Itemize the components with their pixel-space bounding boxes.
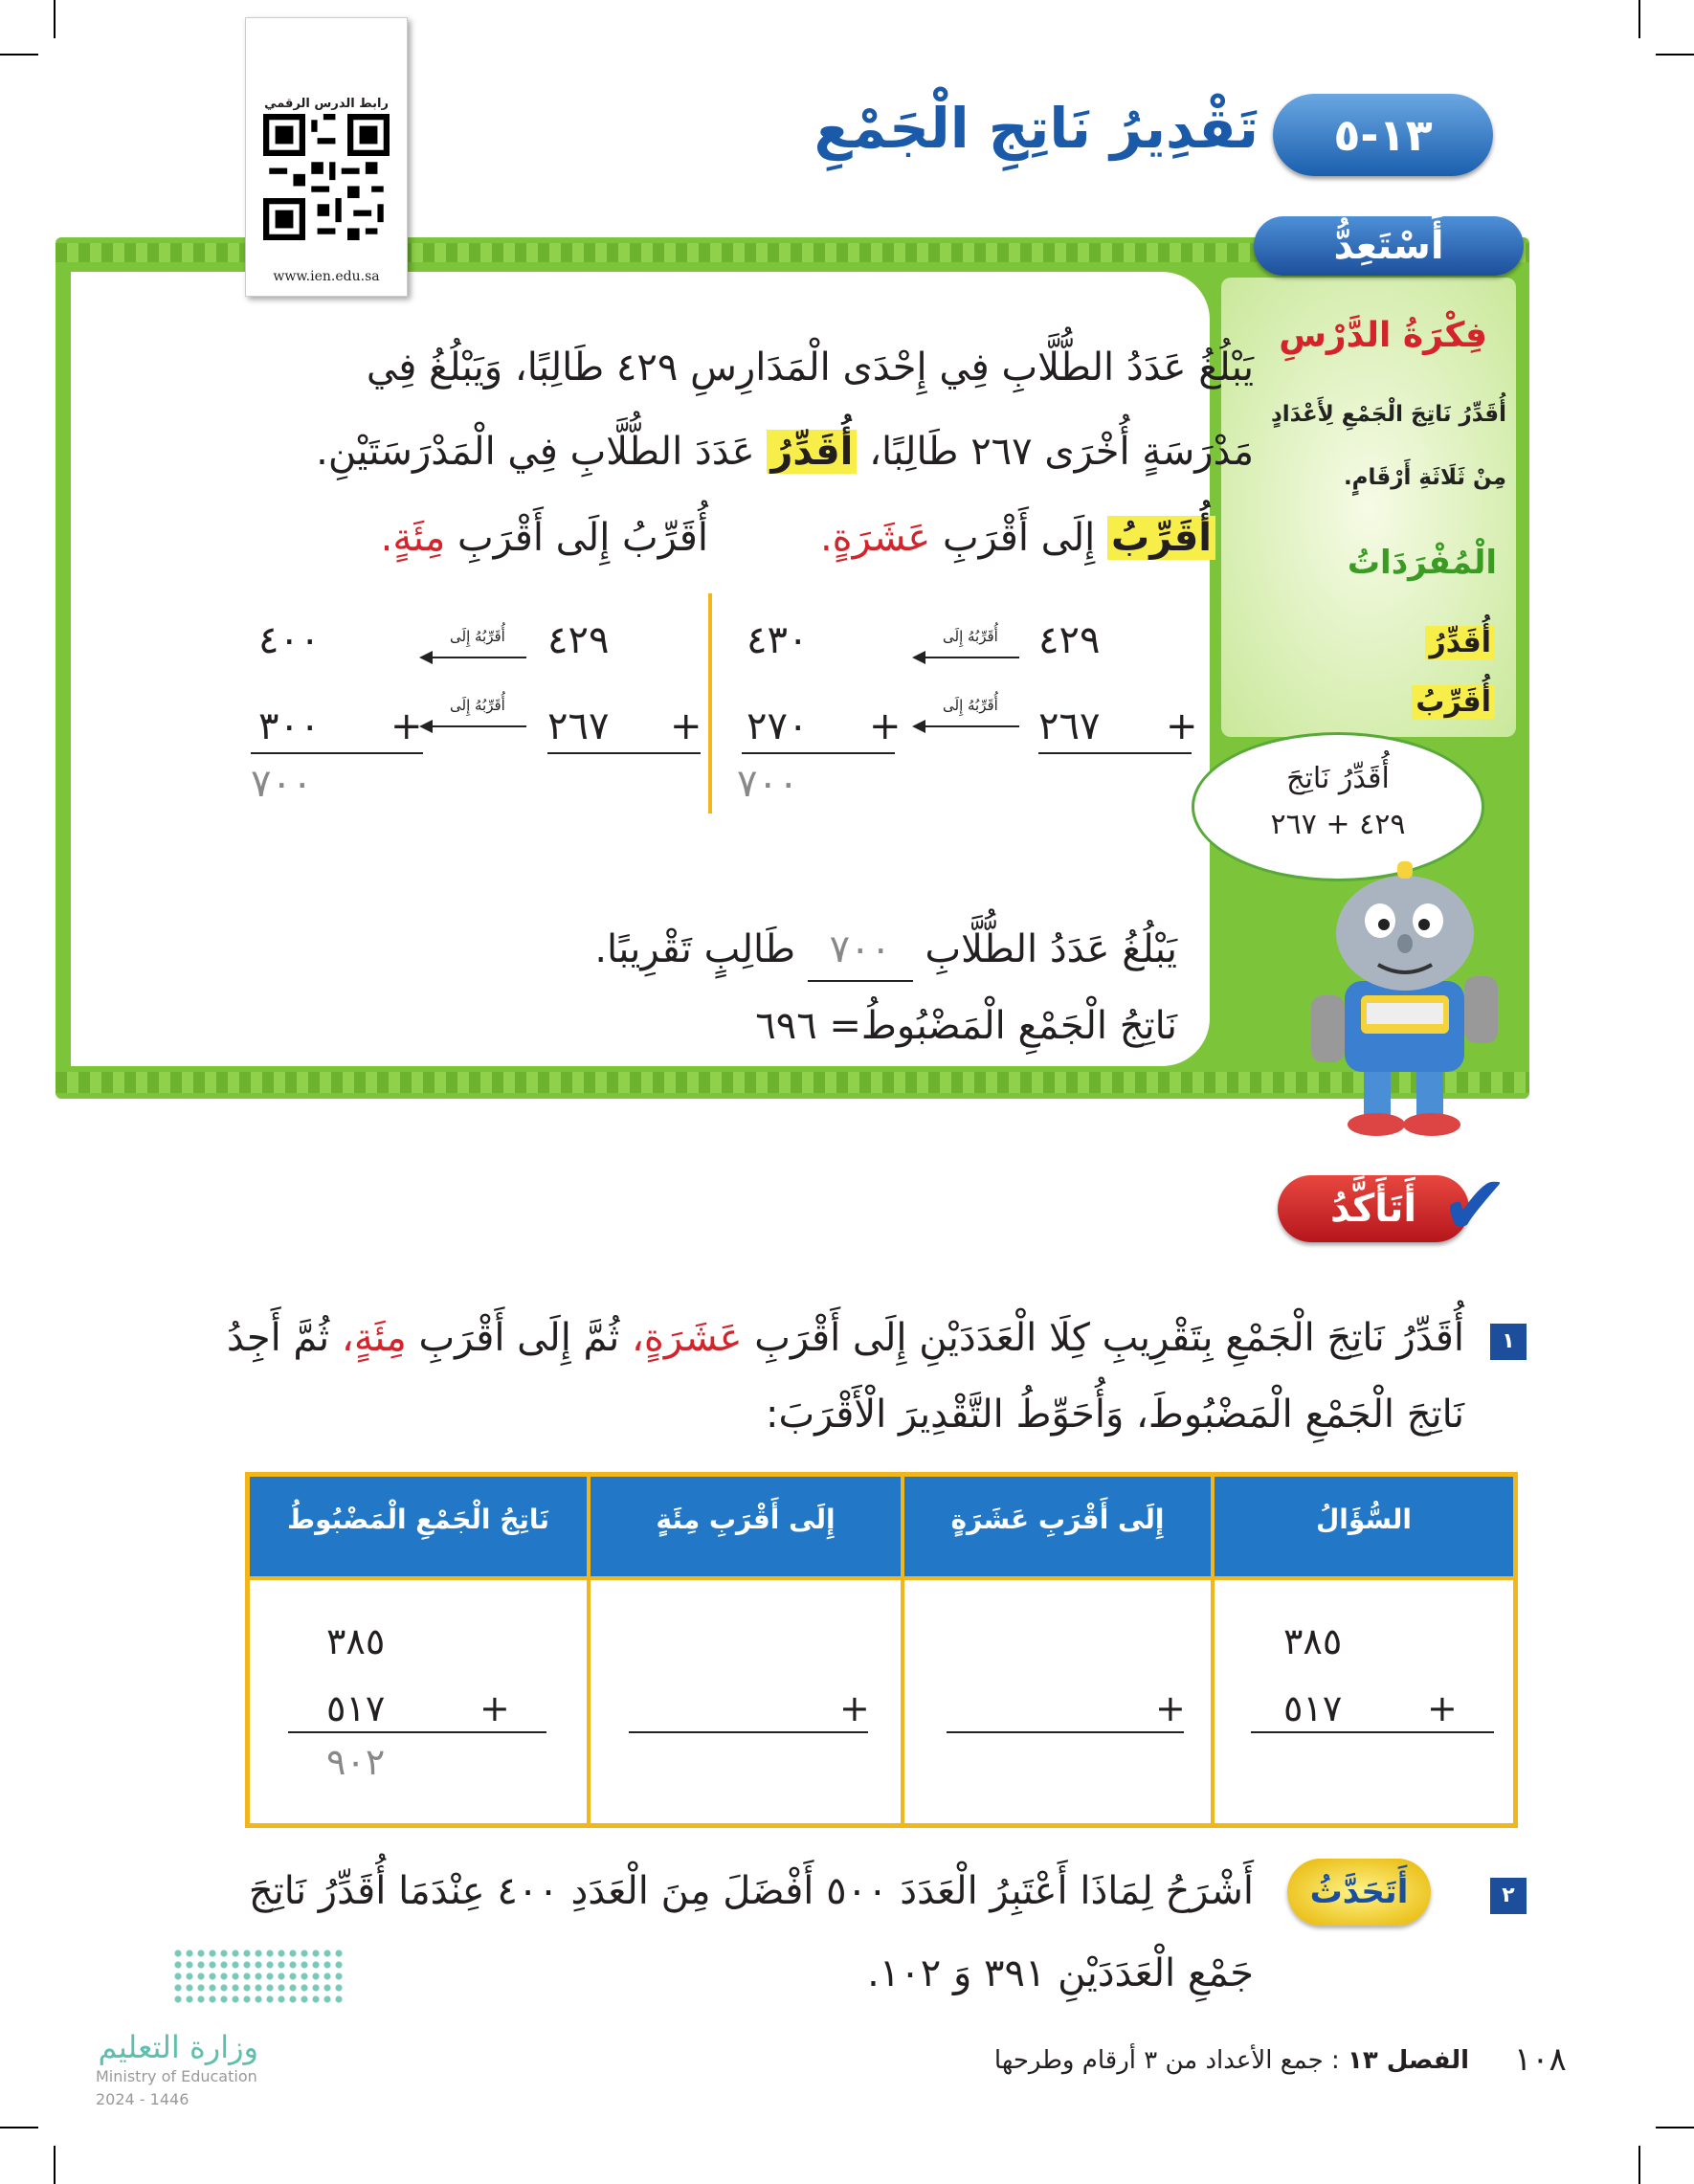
round-to-hundred-label: أُقَرِّبُ إِلَى أَقْرَبِ مِئَةٍ. xyxy=(380,516,708,560)
calc-hundred-n1: ٤٢٩ xyxy=(547,618,610,662)
calc-hundred-n2: ٢٦٧ xyxy=(547,704,610,748)
qr-card[interactable] xyxy=(245,17,408,297)
question-2-line-1: أَشْرَحُ لِمَاذَا أَعْتَبِرُ الْعَدَدَ ٥٠٠ أَفْضَلَ مِنَ الْعَدَدِ ٤٠٠ عِنْدَمَا أُقَدِّرُ نَاتِجَ xyxy=(248,1869,1254,1913)
intro-line-1: يَبْلُغُ عَدَدُ الطُّلَّابِ فِي إِحْدَى الْمَدَارِسِ ٤٢٩ طَالِبًا، وَيَبْلُغُ فِي xyxy=(366,345,1254,390)
vocabulary-heading: الْمُفْرَدَاتُ xyxy=(1347,544,1497,582)
table-header-question: السُّؤَالُ xyxy=(1315,1504,1413,1535)
calc-divider xyxy=(708,593,712,813)
speech-bubble xyxy=(1192,732,1484,881)
table-question-n1: ٣٨٥ xyxy=(1283,1620,1343,1662)
calc-hundred-r2: ٣٠٠ xyxy=(258,704,321,748)
crop-mark xyxy=(1638,2146,1640,2184)
lesson-idea-heading: فِكْرَةُ الدَّرْسِ xyxy=(1279,316,1487,355)
ready-section-badge: أَسْتَعِدُّ xyxy=(1254,216,1524,276)
table-exact-n2: ٥١٧ xyxy=(326,1687,386,1729)
nearest-hundred-answer-field[interactable] xyxy=(629,1731,868,1733)
crop-mark xyxy=(54,2146,56,2184)
calc-ten-sum: ٧٠٠ xyxy=(737,762,799,806)
page-number: ١٠٨ xyxy=(1514,2040,1567,2079)
question-number: ١ xyxy=(1490,1324,1527,1360)
round-to-ten-label: أُقَرِّبُ إِلَى أَقْرَبِ عَشَرَةٍ. xyxy=(820,507,1215,568)
talk-badge: أَتَحَدَّثُ xyxy=(1287,1859,1431,1926)
lesson-number-badge: ١٣-٥ xyxy=(1273,94,1493,176)
lesson-idea-text-2: مِنْ ثَلَاثَةِ أَرْقَامٍ. xyxy=(1343,465,1506,490)
intro-line-2: مَدْرَسَةٍ أُخْرَى ٢٦٧ طَالِبًا، أُقَدِّرُ عَدَدَ الطُّلَّابِ فِي الْمَدْرَسَتَيْنِ. xyxy=(316,430,1254,474)
calc-ten-r1: ٤٣٠ xyxy=(747,618,809,662)
vocabulary-item: أُقَدِّرُ xyxy=(1425,626,1495,659)
question-2-line-2: جَمْعِ الْعَدَدَيْنِ ٣٩١ وَ ١٠٢. xyxy=(867,1951,1254,1995)
question-1-line-1: أُقَدِّرُ نَاتِجَ الْجَمْعِ بِتَقْرِيبِ كِلَا الْعَدَدَيْنِ إِلَى أَقْرَبِ عَشَرَةٍ، ثُمَّ إِلَى أَقْرَبِ مِئَةٍ، ثُمَّ أَجِدُ xyxy=(226,1316,1464,1360)
arrow-icon xyxy=(421,657,526,658)
question-1-line-2: نَاتِجَ الْجَمْعِ الْمَضْبُوطَ، وَأُحَوِّطُ التَّقْدِيرَ الْأَقْرَبَ: xyxy=(766,1393,1464,1437)
arrow-label: أُقَرِّبُهُ إِلَى xyxy=(943,628,998,645)
bubble-line-2: ٤٢٩ + ٢٦٧ xyxy=(1270,808,1406,841)
table-header-nearest-hundred: إِلَى أَقْرَبِ مِئَةٍ xyxy=(656,1504,836,1535)
calc-ten-r2: ٢٧٠ xyxy=(747,704,809,748)
chapter-footer: الفصل ١٣ : جمع الأعداد من ٣ أرقام وطرحها xyxy=(993,2046,1469,2075)
crop-mark xyxy=(1656,54,1694,56)
arrow-icon xyxy=(421,725,526,727)
table-exact-n1: ٣٨٥ xyxy=(326,1620,386,1662)
qr-url[interactable]: www.ien.edu.sa xyxy=(273,269,380,284)
estimation-table xyxy=(245,1472,1518,1828)
calc-hundred-plus: + xyxy=(390,704,423,748)
vocabulary-item: أُقَرِّبُ xyxy=(1412,685,1495,719)
calc-ten-underline xyxy=(742,752,895,754)
qr-code-icon[interactable] xyxy=(263,114,390,240)
question-number: ٢ xyxy=(1490,1878,1527,1914)
crop-mark xyxy=(1656,2127,1694,2128)
ministry-name-ar: وزارة التعليم xyxy=(98,2029,258,2065)
nearest-ten-answer-field[interactable] xyxy=(947,1731,1184,1733)
ministry-year: 2024 - 1446 xyxy=(96,2090,189,2108)
arrow-label: أُقَرِّبُهُ إِلَى xyxy=(943,697,998,714)
arrow-icon xyxy=(914,657,1019,658)
calc-hundred-r1: ٤٠٠ xyxy=(258,618,321,662)
ministry-logo-icon xyxy=(172,1948,345,2005)
arrow-icon xyxy=(914,725,1019,727)
table-header-nearest-ten: إِلَى أَقْرَبِ عَشَرَةٍ xyxy=(950,1504,1165,1535)
crop-mark xyxy=(0,54,38,56)
conclusion-line-1: يَبْلُغُ عَدَدُ الطُّلَّابِ ٧٠٠ طَالِبٍ تَقْرِيبًا. xyxy=(594,919,1177,982)
checkmark-icon: ✔ xyxy=(1440,1158,1510,1254)
crop-mark xyxy=(0,2127,38,2128)
table-header-exact-sum: نَاتِجُ الْجَمْعِ الْمَضْبُوطُ xyxy=(287,1504,549,1535)
lesson-idea-text-1: أُقَدِّرُ نَاتِجَ الْجَمْعِ لِأَعْدَادٍ xyxy=(1270,402,1506,427)
table-plus: + xyxy=(479,1687,510,1729)
ministry-name-en: Ministry of Education xyxy=(96,2067,257,2085)
confirm-section-badge: أَتَأَكَّدُ xyxy=(1278,1175,1469,1242)
calc-ten-plus: + xyxy=(1166,704,1198,748)
table-plus: + xyxy=(1427,1687,1458,1729)
table-plus: + xyxy=(839,1687,870,1729)
crop-mark xyxy=(54,0,56,38)
calc-hundred-underline xyxy=(547,752,701,754)
table-underline xyxy=(288,1731,546,1733)
arrow-label: أُقَرِّبُهُ إِلَى xyxy=(450,697,505,714)
table-question-n2: ٥١٧ xyxy=(1283,1687,1343,1729)
crop-mark xyxy=(1638,0,1640,38)
table-plus: + xyxy=(1155,1687,1186,1729)
qr-caption: رابط الدرس الرقمي xyxy=(264,97,389,111)
calc-hundred-sum: ٧٠٠ xyxy=(251,762,313,806)
calc-ten-n2: ٢٦٧ xyxy=(1038,704,1101,748)
conclusion-line-2: نَاتِجُ الْجَمْعِ الْمَضْبُوطُ= ٦٩٦ xyxy=(755,1004,1177,1048)
arrow-label: أُقَرِّبُهُ إِلَى xyxy=(450,628,505,645)
calc-ten-n1: ٤٢٩ xyxy=(1038,618,1101,662)
calc-ten-underline xyxy=(1038,752,1192,754)
table-underline xyxy=(1251,1731,1494,1733)
calc-hundred-underline xyxy=(251,752,423,754)
robot-mascot-icon xyxy=(1292,861,1522,1139)
bubble-line-1: أُقَدِّرُ نَاتِجَ xyxy=(1286,762,1390,795)
calc-ten-plus: + xyxy=(869,704,902,748)
table-divider xyxy=(250,1576,1513,1580)
lesson-title: تَقْدِيرُ نَاتِجِ الْجَمْعِ xyxy=(814,96,1259,161)
table-exact-sum: ٩٠٢ xyxy=(326,1741,386,1783)
calc-hundred-plus: + xyxy=(670,704,702,748)
